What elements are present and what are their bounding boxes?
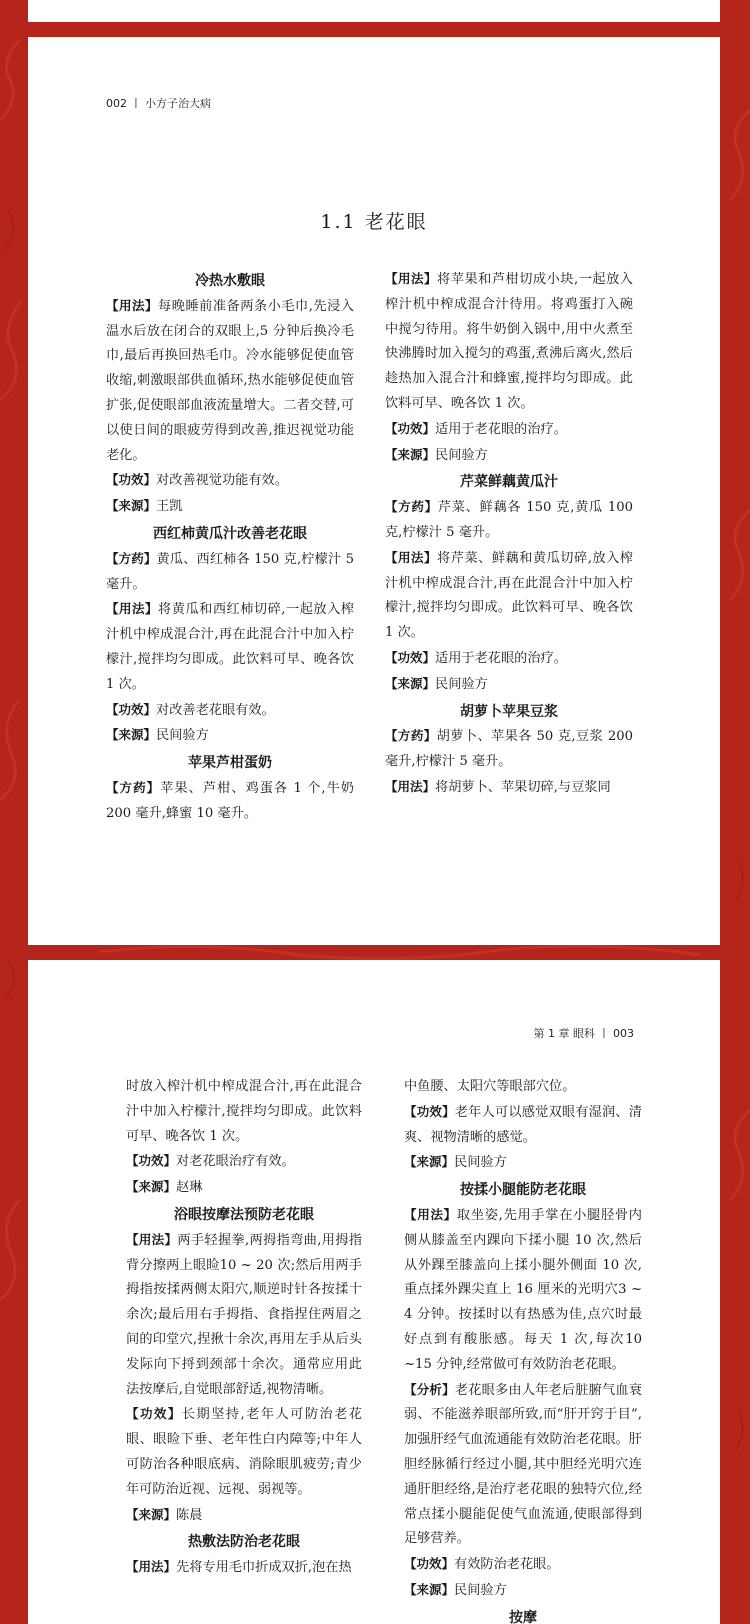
recipe-paragraph	[106, 723, 354, 749]
field-tag: 【用法】	[126, 1231, 178, 1247]
recipe-paragraph	[385, 495, 633, 546]
recipe-paragraph	[385, 546, 633, 646]
field-tag: 【方药】	[106, 550, 157, 566]
field-tag: 【用法】	[106, 297, 159, 313]
recipe-paragraph	[126, 1228, 362, 1403]
paragraph-text: 将胡萝卜、苹果切碎,与豆浆同	[435, 779, 611, 795]
field-tag: 【来源】	[106, 498, 157, 514]
paragraph-text: 取坐姿,先用手掌在小腿胫骨内侧从膝盖至内踝向下揉小腿 10 次,然后从外踝至膝盖向上揉小腿外侧面 10 次,重点揉外踝尖直上 16 厘米的光明穴3 ~ 4 分钟。按揉时以有热感为佳,点穴时最好点到有酸胀感。每天 1 次,每次10 ~15 分钟,经常做可有效防治老花眼。	[404, 1207, 642, 1372]
paragraph-text: 每晚睡前准备两条小毛巾,先浸入温水后放在闭合的双眼上,5 分钟后换冷毛巾,最后再换回热毛巾。冷水能够促使血管收缩,刺激眼部供血循环,热水能够促使血管扩张,促使眼部血液流量增大。二者交替,可以使日间的眼疲劳得到改善,推迟视觉功能老化。	[106, 298, 354, 463]
field-tag: 【来源】	[126, 1179, 177, 1195]
field-tag: 【方药】	[385, 728, 437, 744]
paragraph-text: 黄瓜、西红柿各 150 克,柠檬汁 5 毫升。	[106, 551, 354, 592]
field-tag: 【功效】	[404, 1103, 455, 1119]
recipe-paragraph	[404, 1203, 642, 1378]
right-column	[404, 1075, 642, 1624]
paragraph-text: 对老花眼治疗有效。	[176, 1154, 295, 1170]
recipe-paragraph	[404, 1552, 642, 1578]
field-tag: 【功效】	[385, 420, 436, 436]
recipe-paragraph	[106, 468, 354, 494]
paragraph-text: 赵琳	[176, 1180, 203, 1196]
field-tag: 【来源】	[404, 1581, 455, 1597]
recipe-paragraph	[126, 1555, 362, 1581]
recipe-paragraph	[385, 267, 633, 417]
paragraph-text: 将黄瓜和西红柿切碎,一起放入榨汁机中榨成混合汁,再在此混合汁中加入柠檬汁,搅拌均匀即成。此饮料可早、晚各饮 1 次。	[106, 602, 354, 692]
left-column	[126, 1075, 362, 1581]
field-tag: 【功效】	[385, 649, 436, 665]
paragraph-text: 民间验方	[454, 1155, 507, 1171]
field-tag: 【功效】	[106, 472, 157, 488]
paragraph-text: 陈晨	[176, 1507, 203, 1523]
recipe-paragraph	[106, 494, 354, 520]
paragraph-text: 民间验方	[435, 676, 488, 692]
recipe-paragraph	[385, 443, 633, 469]
paragraph-text: 老年人可以感觉双眼有湿润、清爽、视物清晰的感觉。	[404, 1104, 642, 1145]
recipe-heading: 按摩	[509, 1609, 537, 1624]
section-title: 1.1 老花眼	[320, 211, 428, 233]
paragraph-text: 苹果、芦柑、鸡蛋各 1 个,牛奶 200 毫升,蜂蜜 10 毫升。	[106, 780, 354, 821]
recipe-heading: 胡萝卜苹果豆浆	[460, 703, 558, 720]
field-tag: 【来源】	[385, 446, 436, 462]
paragraph-text: 老花眼多由人年老后脏腑气血衰弱、不能滋养眼部所致,而“肝开窍于目”,加强肝经气血流通能有效防治老花眼。肝胆经脉循行经过小腿,其中胆经光明穴连通肝胆经络,是治疗老花眼的独特穴位,经常点揉小腿能促使气血流通,使眼部得到足够营养。	[404, 1382, 642, 1547]
recipe-paragraph	[385, 646, 633, 672]
field-tag: 【用法】	[385, 778, 436, 794]
paragraph-text: 将苹果和芦柑切成小块,一起放入榨汁机中榨成混合汁待用。将鸡蛋打入碗中搅匀待用。将牛奶倒入锅中,用中火煮至快沸腾时加入搅匀的鸡蛋,煮沸后离火,然后趁热加入混合汁和蜂蜜,搅拌均匀即成。此饮料可早、晚各饮 1 次。	[385, 272, 633, 411]
recipe-paragraph	[404, 1075, 642, 1100]
paragraph-text: 对改善老花眼有效。	[156, 702, 275, 718]
book-page-002	[28, 37, 720, 945]
recipe-paragraph	[106, 294, 354, 469]
field-tag: 【功效】	[126, 1406, 182, 1422]
recipe-paragraph	[126, 1075, 362, 1149]
previous-page-stub	[28, 0, 720, 22]
paragraph-text: 民间验方	[156, 728, 209, 744]
left-column	[106, 267, 354, 827]
recipe-paragraph	[126, 1402, 362, 1502]
recipe-heading: 西红柿黄瓜汁改善老花眼	[153, 525, 307, 542]
paragraph-text: 时放入榨汁机中榨成混合汁,再在此混合汁中加入柠檬汁,搅拌均匀即成。此饮料可早、晚各饮 1 次。	[126, 1079, 362, 1144]
recipe-paragraph	[126, 1149, 362, 1175]
field-tag: 【用法】	[126, 1559, 177, 1575]
field-tag: 【功效】	[106, 701, 157, 717]
field-tag: 【方药】	[106, 779, 161, 795]
paragraph-text: 先将专用毛巾折成双折,泡在热	[176, 1560, 352, 1576]
paragraph-text: 王凯	[156, 499, 183, 515]
recipe-paragraph	[385, 417, 633, 443]
recipe-heading: 苹果芦柑蛋奶	[188, 755, 272, 772]
paragraph-text: 胡萝卜、苹果各 50 克,豆浆 200 毫升,柠檬汁 5 毫升。	[385, 729, 633, 770]
paragraph-text: 芹菜、鲜藕各 150 克,黄瓜 100 克,柠檬汁 5 毫升。	[385, 500, 633, 540]
recipe-paragraph	[385, 724, 633, 775]
recipe-paragraph	[126, 1175, 362, 1201]
field-tag: 【功效】	[404, 1556, 455, 1572]
recipe-paragraph	[106, 547, 354, 598]
paragraph-text: 将芹菜、鲜藕和黄瓜切碎,放入榨汁机中榨成混合汁,再在此混合汁中加入柠檬汁,搅拌均匀即成。此饮料可早、晚各饮 1 次。	[385, 550, 633, 641]
paragraph-text: 有效防治老花眼。	[454, 1557, 560, 1573]
recipe-paragraph	[404, 1100, 642, 1151]
field-tag: 【用法】	[385, 271, 438, 286]
recipe-paragraph	[385, 775, 633, 801]
recipe-paragraph	[385, 672, 633, 698]
field-tag: 【来源】	[106, 727, 157, 743]
running-head: 002 丨 小方子治大病	[106, 97, 211, 110]
recipe-heading: 冷热水敷眼	[195, 273, 265, 289]
field-tag: 【用法】	[106, 601, 159, 617]
paragraph-text: 两手轻握拳,两拇指弯曲,用拇指背分擦两上眼睑10 ~ 20 次;然后用两手拇指按揉两侧太阳穴,顺逆时针各按揉十余次;最后用右手拇指、食指捏住两眉之间的印堂穴,捏揪十余次,再用左手从后头发际向下捋到颈部十余次。通常应用此法按摩后,自觉眼部舒适,视物清晰。	[126, 1232, 362, 1397]
paragraph-text: 适用于老花眼的治疗。	[435, 421, 567, 437]
recipe-heading: 浴眼按摩法预防老花眼	[174, 1206, 314, 1223]
recipe-paragraph	[126, 1503, 362, 1529]
paragraph-text: 民间验方	[454, 1582, 507, 1598]
field-tag: 【来源】	[404, 1154, 455, 1170]
recipe-paragraph	[106, 597, 354, 697]
field-tag: 【方药】	[385, 499, 438, 515]
recipe-paragraph	[404, 1578, 642, 1604]
field-tag: 【功效】	[126, 1153, 177, 1169]
book-page-003	[28, 960, 720, 1624]
field-tag: 【来源】	[385, 675, 436, 691]
field-tag: 【分析】	[404, 1381, 455, 1397]
paragraph-text: 民间验方	[435, 447, 488, 463]
field-tag: 【用法】	[385, 549, 438, 565]
recipe-heading: 按揉小腿能防老花眼	[460, 1182, 586, 1199]
recipe-heading: 热敷法防治老花眼	[188, 1534, 300, 1551]
paragraph-text: 长期坚持,老年人可防治老花眼、眼睑下垂、老年性白内障等;中年人可防治各种眼底病、消除眼肌疲劳;青少年可防治近视、远视、弱视等。	[126, 1407, 362, 1497]
recipe-paragraph	[106, 698, 354, 724]
field-tag: 【来源】	[126, 1506, 177, 1522]
running-head: 第 1 章 眼科 丨 003	[533, 1027, 634, 1040]
recipe-paragraph	[106, 776, 354, 827]
paragraph-text: 对改善视觉功能有效。	[156, 473, 288, 489]
paragraph-text: 中鱼腰、太阳穴等眼部穴位。	[404, 1079, 576, 1094]
recipe-paragraph	[404, 1150, 642, 1176]
right-column	[385, 267, 633, 801]
recipe-heading: 芹菜鲜藕黄瓜汁	[460, 474, 558, 491]
field-tag: 【用法】	[404, 1206, 457, 1222]
paragraph-text: 适用于老花眼的治疗。	[435, 650, 567, 666]
recipe-paragraph	[404, 1378, 642, 1553]
